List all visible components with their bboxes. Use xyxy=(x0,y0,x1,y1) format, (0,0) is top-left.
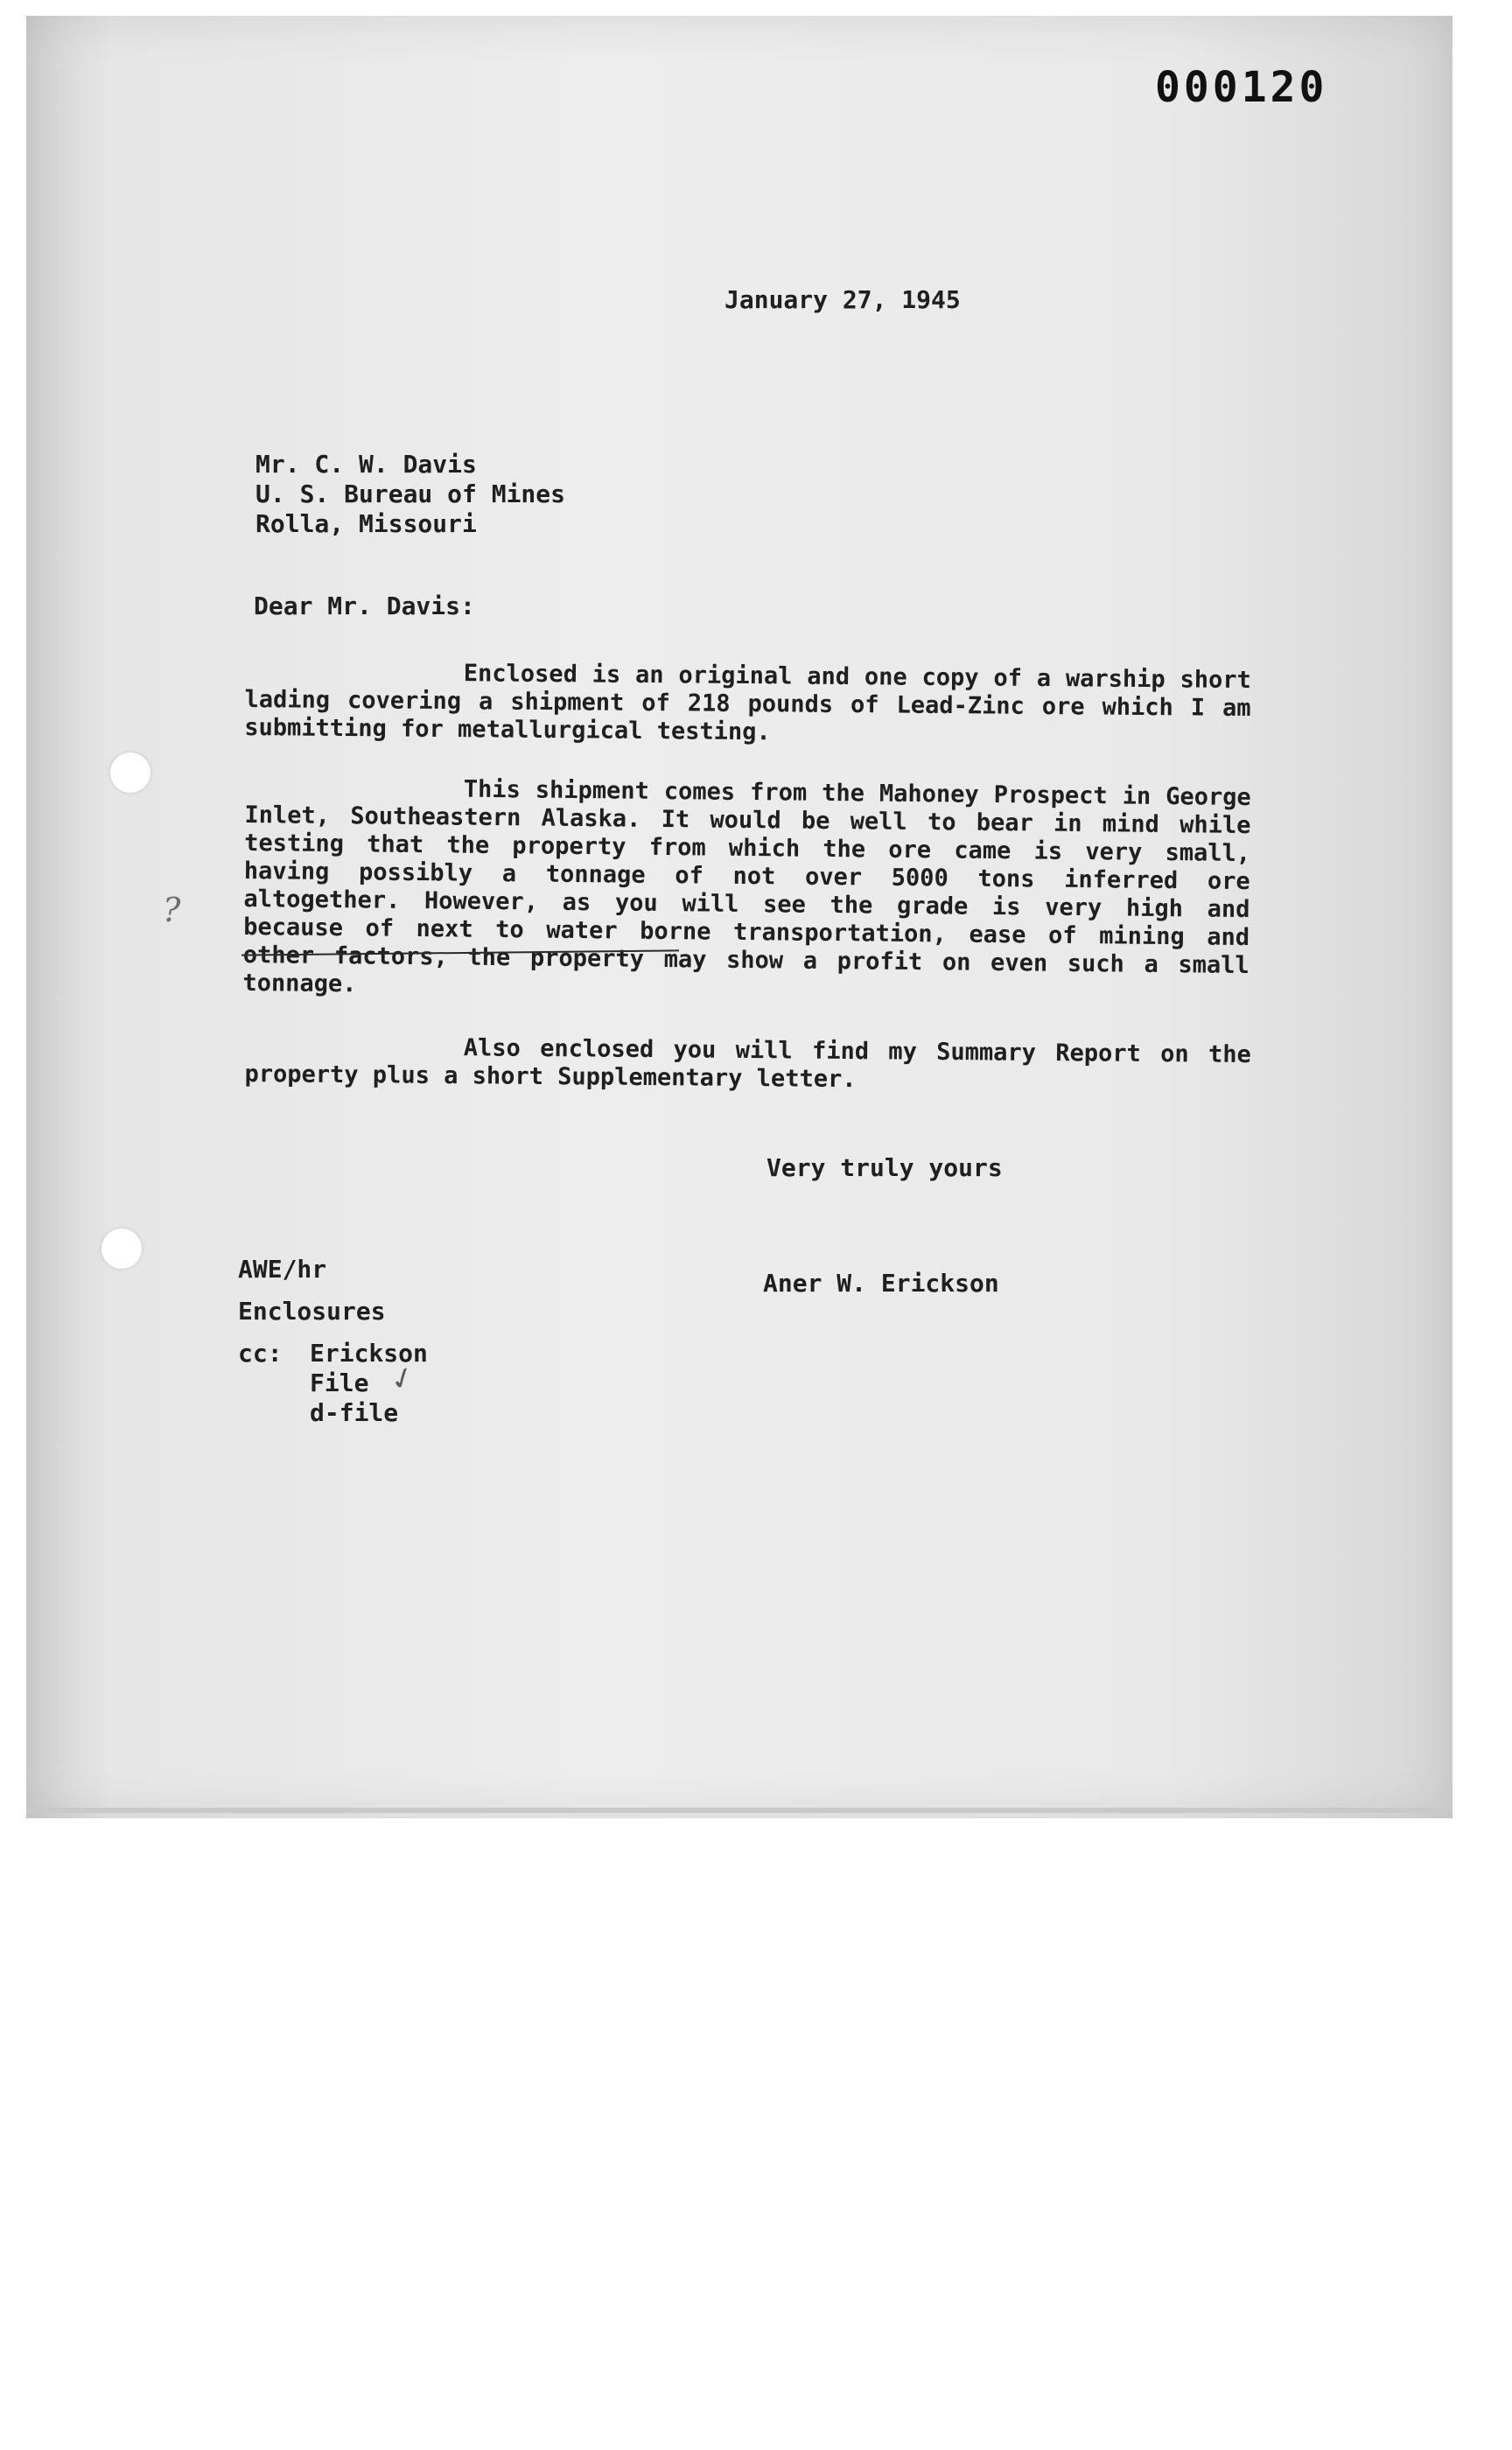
reference-initials: AWE/hr xyxy=(238,1255,327,1284)
address-line-2: U. S. Bureau of Mines xyxy=(256,480,566,508)
handwritten-question-mark: ? xyxy=(163,891,181,929)
recipient-address xyxy=(256,450,565,539)
address-line-1: Mr. C. W. Davis xyxy=(256,450,477,479)
cc-label: cc: xyxy=(238,1339,283,1368)
paragraph-shipment-details: This shipment comes from the Mahoney Prospect in George Inlet, Southeastern Alaska. It would be well to bear in mind while testing that the property from which the ore came is very small, having possibly a tonnage of not over 5000 tons inferred ore altogether. However, as you will see the grade is very high and because of next to water borne transportation, ease of mining and other factors, the property may show a profit on even such a small tonnage. xyxy=(242,775,1251,998)
page-number-stamp: 000120 xyxy=(1155,63,1328,112)
enclosures-note: Enclosures xyxy=(238,1297,386,1326)
cc-item: d-file xyxy=(310,1398,399,1427)
letter-date: January 27, 1945 xyxy=(724,285,961,314)
cc-item: File xyxy=(310,1368,369,1397)
punch-hole-bottom xyxy=(102,1228,142,1269)
punch-hole-top xyxy=(110,752,150,793)
page-bottom-edge xyxy=(26,1808,1452,1813)
address-line-3: Rolla, Missouri xyxy=(256,509,477,538)
paragraph-summary-report: Also enclosed you will find my Summary Report on the property plus a short Supplementary letter. xyxy=(244,1034,1251,1094)
paragraph-enclosed-lading: Enclosed is an original and one copy of a warship short lading covering a shipment of 218 pounds of Lead-Zinc ore which I am submitting for metallurgical testing. xyxy=(244,660,1251,746)
signature-name: Aner W. Erickson xyxy=(763,1269,999,1298)
handwritten-check-icon: ✓ xyxy=(385,1358,421,1400)
closing: Very truly yours xyxy=(766,1153,1003,1182)
salutation: Dear Mr. Davis: xyxy=(254,592,475,620)
cc-item: Erickson xyxy=(310,1339,428,1368)
